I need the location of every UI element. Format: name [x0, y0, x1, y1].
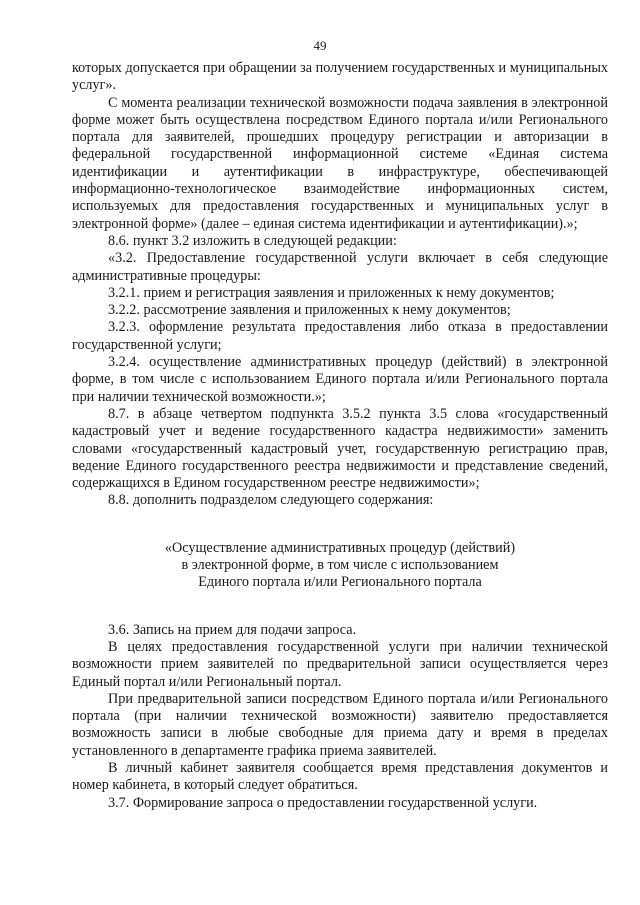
paragraph: 3.2.2. рассмотрение заявления и приложенных к нему документов;	[108, 302, 511, 319]
paragraph: 3.2.3. оформление результата предоставления либо отказа в предоставлении государственной услуги;	[72, 319, 608, 353]
heading-line: Единого портала и/или Регионального портала	[198, 574, 482, 591]
paragraph: В личный кабинет заявителя сообщается время представления документов и номер кабинета, в который следует обратиться.	[72, 759, 608, 794]
heading-line: «Осуществление административных процедур (действий)	[164, 539, 516, 556]
subsection-heading	[72, 540, 608, 592]
paragraph: 3.7. Формирование запроса о предоставлении государственной услуги.	[108, 794, 538, 811]
paragraph: 3.2.4. осуществление административных процедур (действий) в электронной форме, в том числе с использованием Единого портала и/или Регионального портала при наличии технической возможности.»;	[72, 354, 608, 405]
document-body	[72, 60, 608, 812]
paragraph: 3.6. Запись на прием для подачи запроса.	[108, 621, 357, 638]
heading-line: в электронной форме, в том числе с использованием	[181, 557, 499, 574]
paragraph: 8.6. пункт 3.2 изложить в следующей редакции:	[108, 232, 397, 249]
paragraph: 8.8. дополнить подразделом следующего содержания:	[108, 492, 434, 509]
paragraph: 3.2.1. прием и регистрация заявления и приложенных к нему документов;	[108, 284, 555, 301]
paragraph: которых допускается при обращении за получением государственных и муниципальных услуг».	[72, 60, 608, 94]
paragraph: В целях предоставления государственной услуги при наличии технической возможности прием заявителей по предварительной записи осуществляется через Единый портал и/или Региональный портал.	[72, 638, 608, 690]
spacer	[72, 592, 608, 622]
page-number: 49	[313, 38, 327, 53]
paragraph: При предварительной записи посредством Единого портала и/или Регионального портала (при наличии технической возможности) заявителю предоставляется возможность записи в любые свободные для приема дату и время в пределах установленного в департаменте графика приема заявителей.	[72, 690, 608, 759]
paragraph: 8.7. в абзаце четвертом подпункта 3.5.2 пункта 3.5 слова «государственный кадастровый учет и ведение государственного кадастра недвижимости» заменить словами «государственный кадастровый учет, государственную регистрацию прав, ведение Единого государственного реестра недвижимости и представление сведений, содержащихся в Едином государственном реестре недвижимости»;	[72, 405, 608, 492]
paragraph: «3.2. Предоставление государственной услуги включает в себя следующие административные процедуры:	[72, 250, 608, 284]
paragraph: С момента реализации технической возможности подача заявления в электронной форме может быть осуществлена посредством Единого портала и/или Регионального портала для заявителей, прошедших процедуру регистрации и авторизации в федеральной государственной информационной системе «Единая система идентификации и аутентификации в инфраструктуре, обеспечивающей информационно-технологическое взаимодействие информационных систем, используемых для предоставления государственных и муниципальных услуг в электронной форме» (далее – единая система идентификации и аутентификации).»;	[72, 94, 608, 232]
